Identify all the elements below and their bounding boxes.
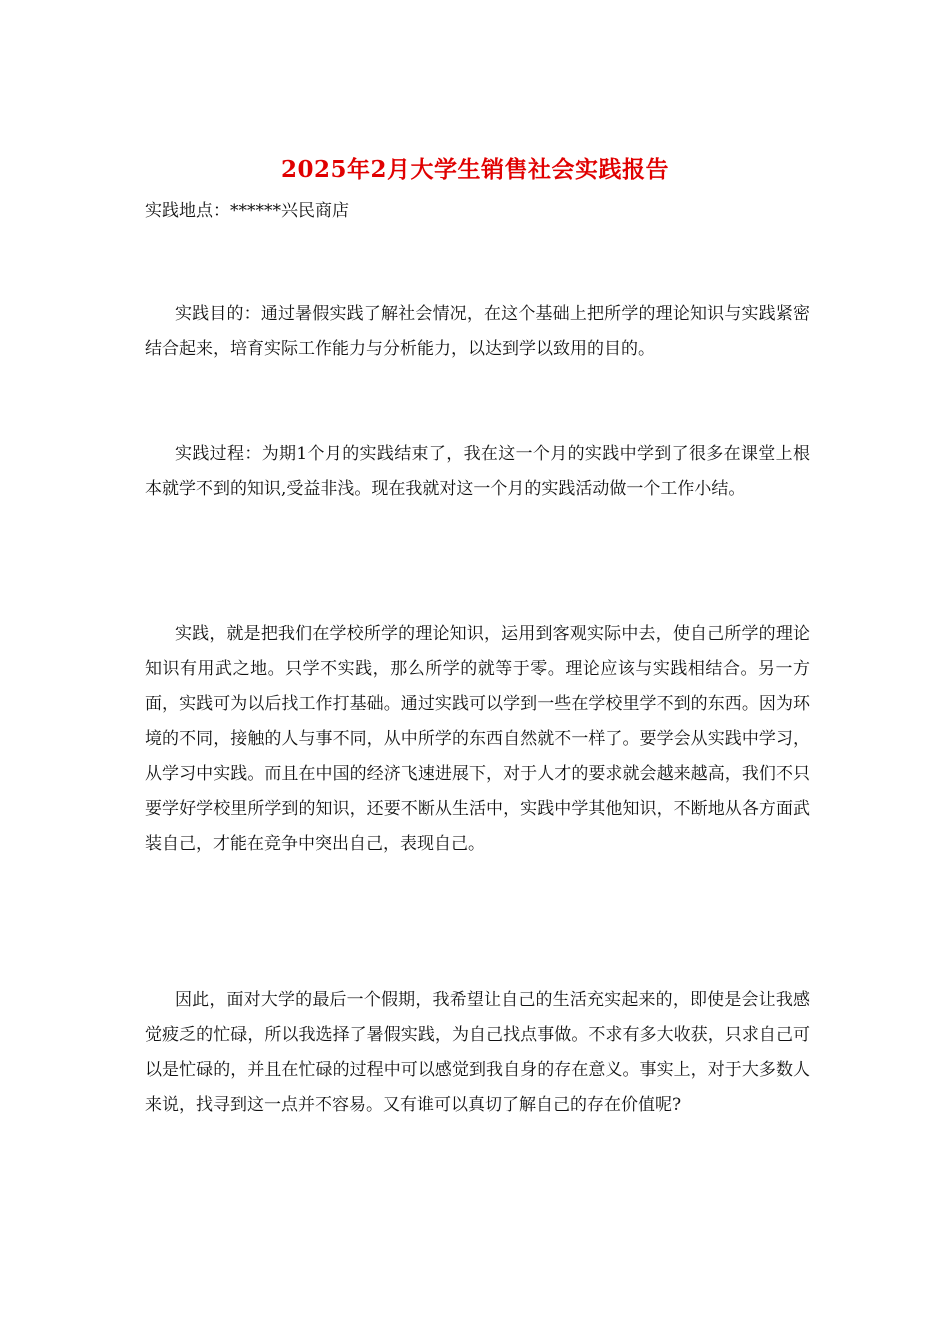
paragraph-purpose: 实践目的：通过暑假实践了解社会情况，在这个基础上把所学的理论知识与实践紧密结合起来，培育实际工作能力与分析能力，以达到学以致用的目的。 <box>145 304 810 359</box>
document-title: 2025年2月大学生销售社会实践报告 <box>280 156 670 183</box>
paragraph-reason: 因此，面对大学的最后一个假期，我希望让自己的生活充实起来的，即使是会让我感觉疲乏的忙碌，所以我选择了暑假实践，为自己找点事做。不求有多大收获，只求自己可以是忙碌的，并且在忙碌的过程中可以感觉到我自身的存在意义。事实上，对于大多数人来说，找寻到这一点并不容易。又有谁可以真切了解自己的存在价值呢? <box>145 990 810 1115</box>
paragraph-process: 实践过程：为期1个月的实践结束了，我在这一个月的实践中学到了很多在课堂上根本就学不到的知识,受益非浅。现在我就对这一个月的实践活动做一个工作小结。 <box>145 444 810 499</box>
practice-location: 实践地点：******兴民商店 <box>145 201 349 221</box>
paragraph-practice: 实践，就是把我们在学校所学的理论知识，运用到客观实际中去，使自己所学的理论知识有用武之地。只学不实践，那么所学的就等于零。理论应该与实践相结合。另一方面，实践可为以后找工作打基础。通过实践可以学到一些在学校里学不到的东西。因为环境的不同，接触的人与事不同，从中所学的东西自然就不一样了。要学会从实践中学习，从学习中实践。而且在中国的经济飞速进展下，对于人才的要求就会越来越高，我们不只要学好学校里所学到的知识，还要不断从生活中，实践中学其他知识，不断地从各方面武装自己，才能在竞争中突出自己，表现自己。 <box>145 624 810 854</box>
